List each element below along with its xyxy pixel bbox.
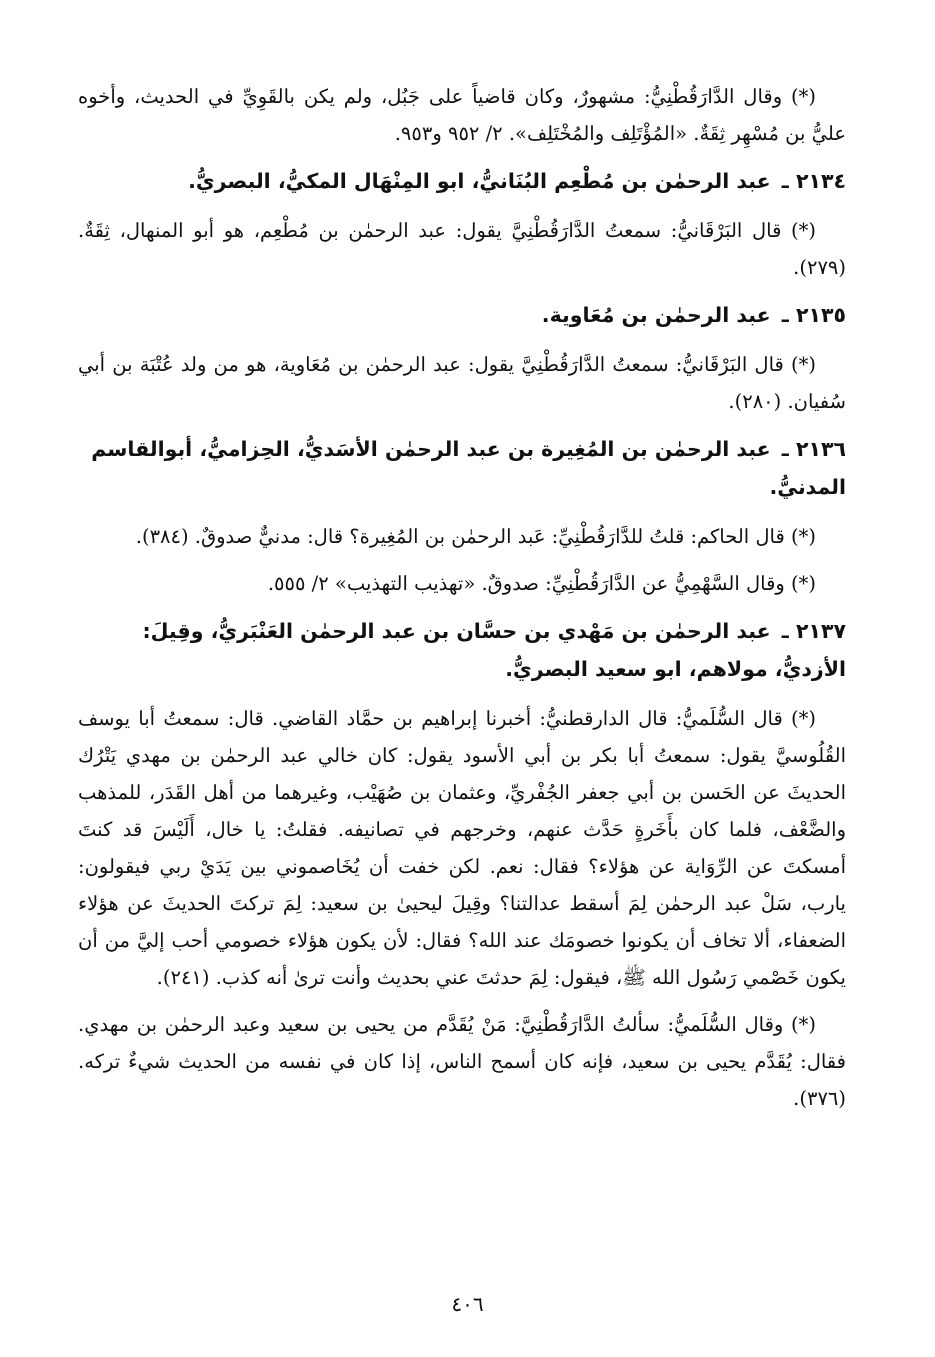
paragraph: (*) قال الحاكم: قلتُ للدَّارَقُطْنِيِّ: عَبد الرحمٰن بن المُغِيرة؟ قال: مدنيٌّ صدوقٌ. (٣٨٤). — [135, 525, 816, 548]
entry-title: عبد الرحمٰن بن مَهْدي بن حسَّان بن عبد الرحمٰن العَنْبَريُّ، وقِيلَ: الأزديُّ، مولاهم، ابو سعيد البصريُّ. — [142, 619, 846, 681]
paragraph: (*) قال السُّلَميُّ: قال الدارقطنيُّ: أخبرنا إبراهيم بن حمَّاد القاضي. قال: سمعتُ أبا يوسف القُلُوسيَّ يقول: سمعتُ أبا بكر بن أبي الأسود يقول: كان خالي عبد الرحمٰن بن مهدي يَتْرُك الحديثَ عن الحَسن بن أبي جعفر الجُفْريِّ، وعثمان بن صُهَيْب، وغيرهما من أهل القَدَر، للمذهب والضَّعْف، فلما كان بأَخَرةٍ حَدَّث عنهم، وخرجهم في تصانيفه. فقلتُ: يا خال، أَلَيْسَ قد كنتَ أمسكتَ عن الرِّوَاية عن هؤلاء؟ فقال: نعم. لكن خفت أن يُخَاصموني بين يَدَيْ ربي فيقولون: يارب، سَلْ عبد الرحمٰن لِمَ أسقط عدالتنا؟ وقِيلَ ليحيىٰ بن سعيد: لِمَ تركتَ الحديثَ عن هؤلاء الضعفاء، ألا تخاف أن يكونوا خصومَك عند الله؟ فقال: لأن يكون هؤلاء خصومي أحب إليَّ من أن يكون خَصْمي رَسُول الله ﷺ، فيقول: لِمَ حدثتَ عني بحديث وأنت ترىٰ أنه كذب. (٢٤١). — [78, 707, 846, 989]
entry-number: ٢١٣٥ ـ — [781, 303, 846, 327]
entry-title: عبد الرحمٰن بن مُعَاوية. — [541, 303, 771, 327]
entry-title: عبد الرحمٰن بن المُغِيرة بن عبد الرحمٰن الأسَديُّ، الحِزاميُّ، أبوالقاسم المدنيُّ. — [91, 437, 846, 499]
entry-number: ٢١٣٤ ـ — [781, 169, 846, 193]
paragraph: (*) قال البَرْقَانيُّ: سمعتُ الدَّارَقُطْنِيَّ يقول: عبد الرحمٰن بن مُعَاوية، هو من ولد عُتْبَة بن أبي سُفيان. (٢٨٠). — [78, 353, 846, 413]
entry-heading-2135 — [78, 296, 846, 334]
paragraph: (*) وقال الدَّارَقُطْنِيُّ: مشهورٌ، وكان قاضياً على جَبُل، ولم يكن بالقَوِيِّ في الحديث، وأخوه عليُّ بن مُسْهِر ثِقَةٌ. «المُؤْتَلِف والمُخْتَلِف». ٢/ ٩٥٢ و٩٥٣. — [78, 85, 846, 145]
main-text — [78, 78, 846, 1127]
entry-number: ٢١٣٦ ـ — [781, 437, 846, 461]
entry-heading-2137 — [78, 612, 846, 688]
entry-heading-2136 — [78, 430, 846, 506]
paragraph: (*) وقال السُّلَميُّ: سألتُ الدَّارَقُطْنِيَّ: مَنْ يُقَدَّم من يحيى بن سعيد وعبد الرحمٰن بن مهدي. فقال: يُقَدَّم يحيى بن سعيد، فإنه كان أسمح الناس، إذا كان في نفسه من الحديث شيءٌ تركه. (٣٧٦). — [78, 1013, 846, 1110]
entry-title: عبد الرحمٰن بن مُطْعِم البُنَانيُّ، ابو المِنْهَال المكيُّ، البصريُّ. — [188, 169, 771, 193]
paragraph: (*) قال البَرْقَانيُّ: سمعتُ الدَّارَقُطْنِيَّ يقول: عبد الرحمٰن بن مُطْعِم، هو أبو المنهال، ثِقَةٌ. (٢٧٩). — [78, 219, 846, 279]
entry-number: ٢١٣٧ ـ — [781, 619, 846, 643]
paragraph: (*) وقال السَّهْمِيُّ عن الدَّارَقُطْنِيِّ: صدوقٌ. «تهذيب التهذيب» ٢/ ٥٥٥. — [267, 572, 816, 595]
entry-heading-2134 — [78, 162, 846, 200]
page-number: ٤٠٦ — [451, 1292, 484, 1316]
